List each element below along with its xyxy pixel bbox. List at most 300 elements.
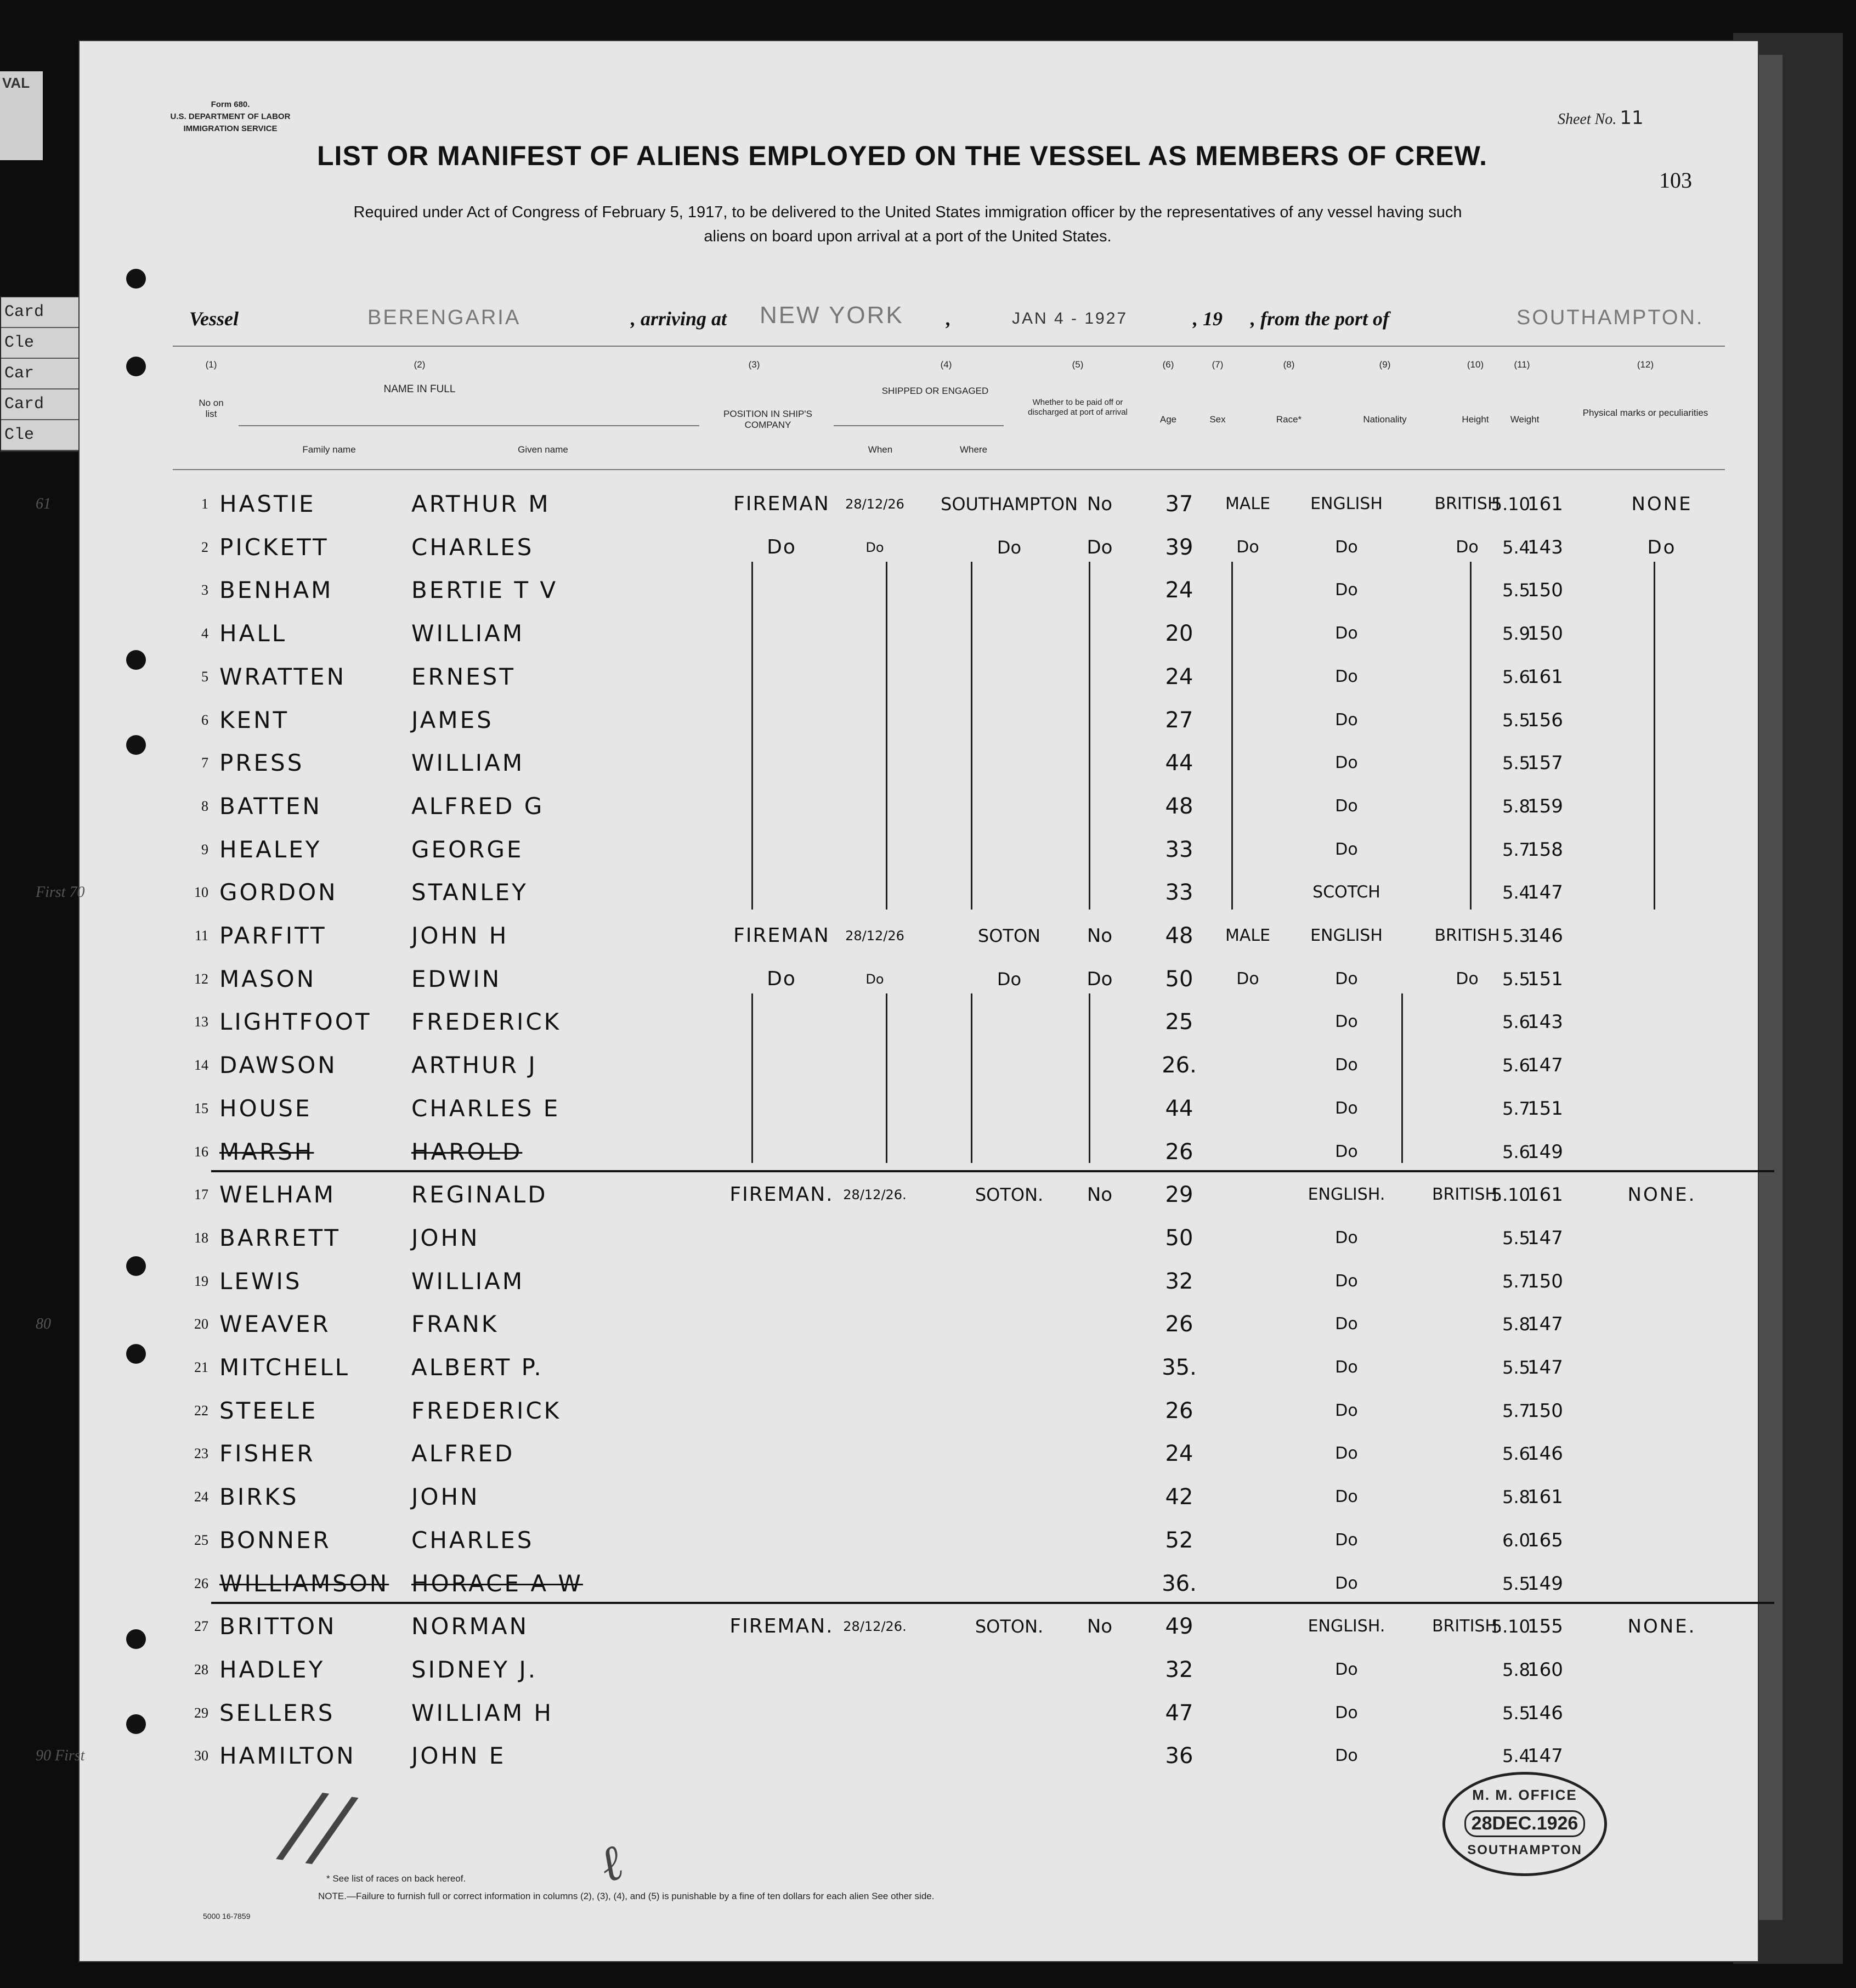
cell-age: 24 [1165,578,1193,603]
cell-given: WILLIAM H [411,1699,554,1726]
cell-height: 5.6 [1502,1012,1530,1033]
cell-weight: 147 [1527,1054,1563,1077]
print-code: 5000 16-7859 [203,1912,251,1921]
cell-no: 27 [194,1618,208,1635]
cell-position: FIREMAN [733,924,830,947]
cell-weight: 149 [1527,1140,1563,1163]
cell-weight: 143 [1527,536,1563,558]
arrival-date: JAN 4 - 1927 [1012,309,1128,327]
cell-height: 6.0 [1502,1529,1530,1551]
cell-height: 5.6 [1502,1443,1530,1465]
cell-given: FREDERICK [411,1397,562,1424]
cell-height: 5.10 [1491,1616,1530,1637]
cell-weight: 150 [1527,1399,1563,1422]
cell-weight: 159 [1527,795,1563,817]
cell-age: 39 [1165,534,1193,560]
table-row [80,1131,1758,1173]
cell-weight: 149 [1527,1572,1563,1595]
cell-given: ARTHUR M [411,490,551,517]
from-port-label: , from the port of [1250,308,1390,330]
cell-weight: 161 [1527,493,1563,515]
cell-paid: Do [1087,536,1113,558]
cell-family: PRESS [219,749,304,777]
cell-no: 11 [194,928,208,944]
left-edge-label: VAL [0,71,43,160]
col-num-label: (10) [1467,359,1484,370]
cell-position: FIREMAN [733,493,830,515]
table-row [80,1692,1758,1735]
cell-race: ENGLISH. [1308,1617,1385,1636]
signature-mark: // [281,1771,354,1881]
cell-age: 35. [1162,1355,1197,1380]
cell-family: HASTIE [219,490,316,517]
cell-race: Do [1335,710,1358,730]
cell-height: 5.8 [1502,1659,1530,1680]
cell-age: 27 [1165,707,1193,733]
cell-weight: 151 [1527,968,1563,990]
table-row [36,1735,1758,1777]
cell-height: 5.7 [1502,1400,1530,1421]
cell-family: WRATTEN [219,663,347,690]
table-row [80,742,1758,784]
table-row [80,1260,1758,1303]
cell-family: HEALEY [219,835,322,863]
table-row [80,914,1758,957]
cell-family: SELLERS [219,1699,335,1726]
cell-no: 17 [194,1187,208,1203]
cell-age: 20 [1165,621,1193,647]
cell-age: 44 [1165,750,1193,776]
cell-age: 26 [1165,1139,1193,1165]
cell-height: 5.5 [1502,1227,1530,1249]
cell-where: SOUTHAMPTON [941,494,1078,515]
cell-margin: 61 [36,495,51,512]
stamp-office: M. M. OFFICE [1472,1787,1577,1803]
cell-race: Do [1335,796,1358,816]
cell-weight: 151 [1527,1097,1563,1120]
cell-when: 28/12/26. [843,1619,907,1635]
cell-race: Do [1335,1746,1358,1766]
table-row [80,1432,1758,1475]
cell-nationality: BRITISH. [1431,1617,1503,1636]
cell-age: 32 [1165,1657,1193,1682]
cell-race: Do [1335,1012,1358,1032]
table-row [80,569,1758,612]
left-card-label: Cle [1,420,83,451]
table-row [36,483,1758,526]
cell-no: 9 [201,841,208,857]
table-row [80,1476,1758,1518]
cell-age: 29 [1165,1182,1193,1208]
header-paid-off: Whether to be paid off or discharged at port of arrival [1028,398,1128,417]
cell-given: SIDNEY J. [411,1656,538,1683]
cell-no: 6 [201,711,208,728]
left-card-label: Card [1,389,83,420]
cell-weight: 156 [1527,709,1563,731]
col-num-label: (2) [414,359,426,370]
cell-height: 5.7 [1502,1270,1530,1292]
left-card-label: Cle [1,328,83,359]
cell-weight: 157 [1527,752,1563,775]
cell-age: 37 [1165,492,1193,517]
cell-weight: 146 [1527,1702,1563,1724]
table-row [80,1519,1758,1562]
cell-given: NORMAN [411,1613,529,1640]
cell-race: ENGLISH [1310,926,1383,945]
cell-age: 36. [1162,1571,1197,1596]
cell-race: Do [1335,1098,1358,1118]
cell-given: WILLIAM [411,1267,525,1295]
cell-height: 5.5 [1502,1702,1530,1724]
cell-height: 5.9 [1502,623,1530,645]
cell-no: 2 [201,539,208,555]
cell-weight: 150 [1527,579,1563,602]
cell-weight: 155 [1527,1616,1563,1638]
cell-race: Do [1335,537,1358,557]
header-top-rule [173,346,1725,347]
cell-no: 12 [194,970,208,987]
cell-race: Do [1335,1142,1358,1161]
cell-race: Do [1335,1530,1358,1550]
cell-no: 18 [194,1229,208,1246]
cell-given: FRANK [411,1311,499,1338]
cell-no: 28 [194,1661,208,1678]
table-row [80,656,1758,698]
cell-weight: 147 [1527,1227,1563,1249]
cell-age: 26 [1165,1312,1193,1337]
cell-height: 5.4 [1502,536,1530,558]
footnote-races: * See list of races on back hereof. [326,1873,466,1884]
cell-given: REGINALD [411,1181,548,1208]
header-nationality: Nationality [1363,414,1407,425]
cell-age: 47 [1165,1700,1193,1726]
cell-race: SCOTCH [1312,883,1380,902]
cell-race: Do [1335,1444,1358,1464]
cell-height: 5.3 [1502,925,1530,946]
cell-height: 5.7 [1502,839,1530,860]
cell-no: 24 [194,1489,208,1505]
header-weight: Weight [1510,414,1540,425]
cell-race: Do [1335,1358,1358,1377]
cell-height: 5.4 [1502,882,1530,903]
cell-family: BONNER [219,1526,331,1554]
page-subtitle [162,200,1654,248]
cell-height: 5.5 [1502,709,1530,731]
arriving-label: , arriving at [631,308,727,330]
cell-sex: MALE [1225,926,1271,945]
cell-no: 21 [194,1359,208,1375]
cell-no: 23 [194,1445,208,1462]
cell-race: Do [1335,1659,1358,1679]
ditto-line-nationality [1401,993,1403,1164]
cell-where: SOTON. [975,1184,1044,1206]
cell-height: 5.6 [1502,1141,1530,1162]
col-num-label: (6) [1162,359,1174,370]
form-department: U.S. DEPARTMENT OF LABOR [170,112,291,121]
from-port: SOUTHAMPTON. [1517,306,1704,329]
cell-given: EDWIN [411,965,502,992]
ditto-line-position [751,562,753,910]
cell-paid: No [1087,925,1113,947]
table-row [80,612,1758,655]
cell-given: JOHN [411,1224,480,1251]
cell-family: PARFITT [219,922,327,949]
header-sex: Sex [1209,414,1226,425]
cell-given: GEORGE [411,835,524,863]
cell-given: FREDERICK [411,1008,562,1036]
cell-no: 14 [194,1057,208,1074]
header-given-name: Given name [518,444,568,455]
cell-nationality: BRITISH. [1431,1185,1503,1205]
table-row [80,1173,1758,1216]
cell-nationality: BRITISH [1434,494,1500,513]
cell-age: 42 [1165,1484,1193,1510]
cell-race: Do [1335,1055,1358,1075]
cell-family: WILLIAMSON [219,1569,389,1597]
cell-weight: 147 [1527,1745,1563,1767]
cell-height: 5.6 [1502,666,1530,687]
cell-race: Do [1335,1271,1358,1291]
cell-height: 5.5 [1502,1357,1530,1378]
cell-no: 26 [194,1575,208,1591]
cell-race: ENGLISH [1310,494,1383,513]
cell-weight: 161 [1527,665,1563,688]
block-separator-rule [211,1602,1774,1604]
cell-height: 5.5 [1502,753,1530,774]
cell-family: PICKETT [219,533,329,561]
table-row [80,958,1758,1001]
cell-given: JOHN E [411,1742,506,1770]
cell-no: 1 [201,496,208,512]
cell-given: HAROLD [411,1138,523,1165]
cell-family: DAWSON [219,1052,337,1079]
table-row [80,828,1758,871]
cell-height: 5.5 [1502,580,1530,601]
col-num-label: (4) [940,359,952,370]
cell-margin: First 70 [36,884,85,901]
cell-family: HOUSE [219,1094,312,1122]
cell-given: ALFRED [411,1440,515,1467]
cell-family: HALL [219,620,287,647]
stamp-location: SOUTHAMPTON [1467,1843,1582,1857]
cell-age: 25 [1165,1009,1193,1035]
cell-when: 28/12/26. [843,1187,907,1203]
ditto-line-position [751,993,753,1164]
cell-given: CHARLES [411,533,534,561]
cell-given: ARTHUR J [411,1052,537,1079]
table-row [80,1605,1758,1648]
cell-paid: No [1087,1616,1113,1638]
cell-family: STEELE [219,1397,318,1424]
form-service: IMMIGRATION SERVICE [183,124,278,133]
ditto-line-where [971,993,972,1164]
header-no-on-list: No on list [199,398,224,419]
left-card-label: Car [1,359,83,389]
cell-weight: 150 [1527,623,1563,645]
left-card-stack [0,296,84,452]
cell-height: 5.8 [1502,1314,1530,1335]
cell-race: Do [1335,969,1358,989]
ditto-line-when [886,562,887,910]
cell-race: Do [1335,1487,1358,1507]
cell-when: Do [865,971,884,987]
year-label: , 19 [1193,308,1223,330]
cell-age: 44 [1165,1095,1193,1121]
cell-given: WILLIAM [411,749,525,777]
table-row [80,1217,1758,1260]
cell-height: 5.7 [1502,1098,1530,1119]
col-num-label: (5) [1072,359,1084,370]
col-num-label: (7) [1212,359,1224,370]
ditto-line-paid [1089,993,1090,1164]
cell-family: MARSH [219,1138,314,1165]
left-card-label: Card [1,297,83,328]
cell-given: WILLIAM [411,620,525,647]
cell-marks: NONE. [1627,1616,1696,1638]
cell-nationality: Do [1456,537,1479,557]
cell-race: Do [1335,624,1358,643]
cell-given: HORACE A W [411,1569,583,1597]
table-row [80,1562,1758,1605]
cell-weight: 158 [1527,838,1563,861]
subtitle-line: Required under Act of Congress of February 5, 1917, to be delivered to the United States immigration officer by the representatives of any vessel having such [353,204,1462,221]
form-identifier [156,99,304,135]
form-number: Form 680. [211,100,250,109]
cell-family: HADLEY [219,1656,325,1683]
cell-sex: Do [1236,537,1259,557]
cell-family: BARRETT [219,1224,341,1251]
cell-age: 48 [1165,923,1193,948]
cell-family: LEWIS [219,1267,302,1295]
header-marks: Physical marks or peculiarities [1582,408,1708,418]
cell-no: 4 [201,625,208,642]
cell-position: Do [767,535,796,558]
cell-nationality: Do [1456,969,1479,989]
col-num-label: (1) [205,359,217,370]
vessel-name: BERENGARIA [367,306,521,329]
header-bottom-rule [173,469,1725,470]
header-height: Height [1462,414,1489,425]
header-race: Race* [1276,414,1302,425]
cell-age: 52 [1165,1527,1193,1553]
cell-family: GORDON [219,879,338,906]
cell-family: FISHER [219,1440,315,1467]
cell-given: CHARLES [411,1526,534,1554]
cell-when: Do [865,539,884,555]
cell-margin: 90 First [36,1747,85,1765]
cell-age: 26 [1165,1398,1193,1424]
cell-given: ALBERT P. [411,1354,544,1381]
table-row [80,785,1758,828]
cell-weight: 143 [1527,1011,1563,1033]
cell-no: 10 [194,884,208,901]
header-where: Where [959,444,988,455]
page-title: LIST OR MANIFEST OF ALIENS EMPLOYED ON THE VESSEL AS MEMBERS OF CREW. [317,140,1487,171]
cell-race: Do [1335,580,1358,600]
cell-position: FIREMAN. [729,1183,834,1206]
table-row [80,526,1758,569]
ditto-line-where [971,562,972,910]
cell-marks: NONE [1631,493,1693,515]
cell-no: 5 [201,668,208,685]
cell-race: Do [1335,1573,1358,1593]
cell-no: 15 [194,1100,208,1116]
ditto-line-sex [1231,562,1233,910]
cell-position: Do [767,967,796,990]
ditto-line-marks [1654,562,1655,910]
name-subheader-rule [239,425,699,426]
cell-where: SOTON. [975,1616,1044,1637]
cell-given: BERTIE T V [411,577,558,604]
cell-when: 28/12/26 [845,496,904,512]
cell-race: Do [1335,1400,1358,1420]
cell-race: Do [1335,839,1358,859]
cell-age: 49 [1165,1614,1193,1640]
cell-family: LIGHTFOOT [219,1008,372,1036]
vessel-line: Vessel BERENGARIA , arriving at NEW YORK , JAN 4 - 1927 , 19 , from the port of SOUTHAMPTON. [189,302,1704,330]
col-num-label: (11) [1514,359,1530,370]
cell-no: 3 [201,582,208,598]
header-name-in-full: NAME IN FULL [383,383,456,395]
binder-hole [126,357,146,376]
binder-hole [126,269,146,289]
cell-no: 7 [201,755,208,771]
cell-age: 48 [1165,793,1193,819]
cell-marks: Do [1647,536,1677,558]
page-number: 103 [1659,168,1692,193]
cell-given: JOHN [411,1483,480,1511]
cell-age: 32 [1165,1268,1193,1294]
cell-family: WEAVER [219,1311,331,1338]
manifest-sheet [36,41,1758,1961]
cell-no: 30 [194,1748,208,1764]
cell-height: 5.10 [1491,494,1530,515]
cell-sex: MALE [1225,494,1271,513]
cell-family: BRITTON [219,1613,337,1640]
cell-no: 8 [201,798,208,814]
header-family-name: Family name [302,444,356,455]
cell-position: FIREMAN. [729,1615,834,1638]
cell-no: 29 [194,1704,208,1721]
cell-weight: 146 [1527,925,1563,947]
cell-family: MITCHELL [219,1354,350,1381]
cell-height: 5.8 [1502,1487,1530,1508]
cell-given: STANLEY [411,879,528,906]
cell-weight: 161 [1527,1486,1563,1509]
footnote-note: NOTE.—Failure to furnish full or correct information in columns (2), (3), (4), and (5) is punishable by a fine of ten dollars for each alien See other side. [318,1891,935,1901]
header-age: Age [1159,414,1177,425]
cell-age: 33 [1165,880,1193,906]
cell-where: Do [997,968,1022,990]
header-shipped: SHIPPED OR ENGAGED [881,386,989,396]
office-date-stamp [1442,1772,1607,1876]
table-row [80,1001,1758,1043]
col-num-label: (3) [748,359,760,370]
col-num-label: (9) [1379,359,1391,370]
cell-family: BIRKS [219,1483,299,1511]
cell-race: Do [1335,1228,1358,1247]
arriving-port: NEW YORK [760,302,904,329]
ditto-line-when [886,993,887,1164]
cell-family: BENHAM [219,577,333,604]
cell-given: JAMES [411,706,494,733]
cell-paid: No [1087,493,1113,515]
cell-no: 20 [194,1316,208,1332]
cell-given: JOHN H [411,922,509,949]
header-position: POSITION IN SHIP'S COMPANY [723,409,812,430]
cell-race: Do [1335,1703,1358,1722]
col-num-label: (8) [1283,359,1295,370]
